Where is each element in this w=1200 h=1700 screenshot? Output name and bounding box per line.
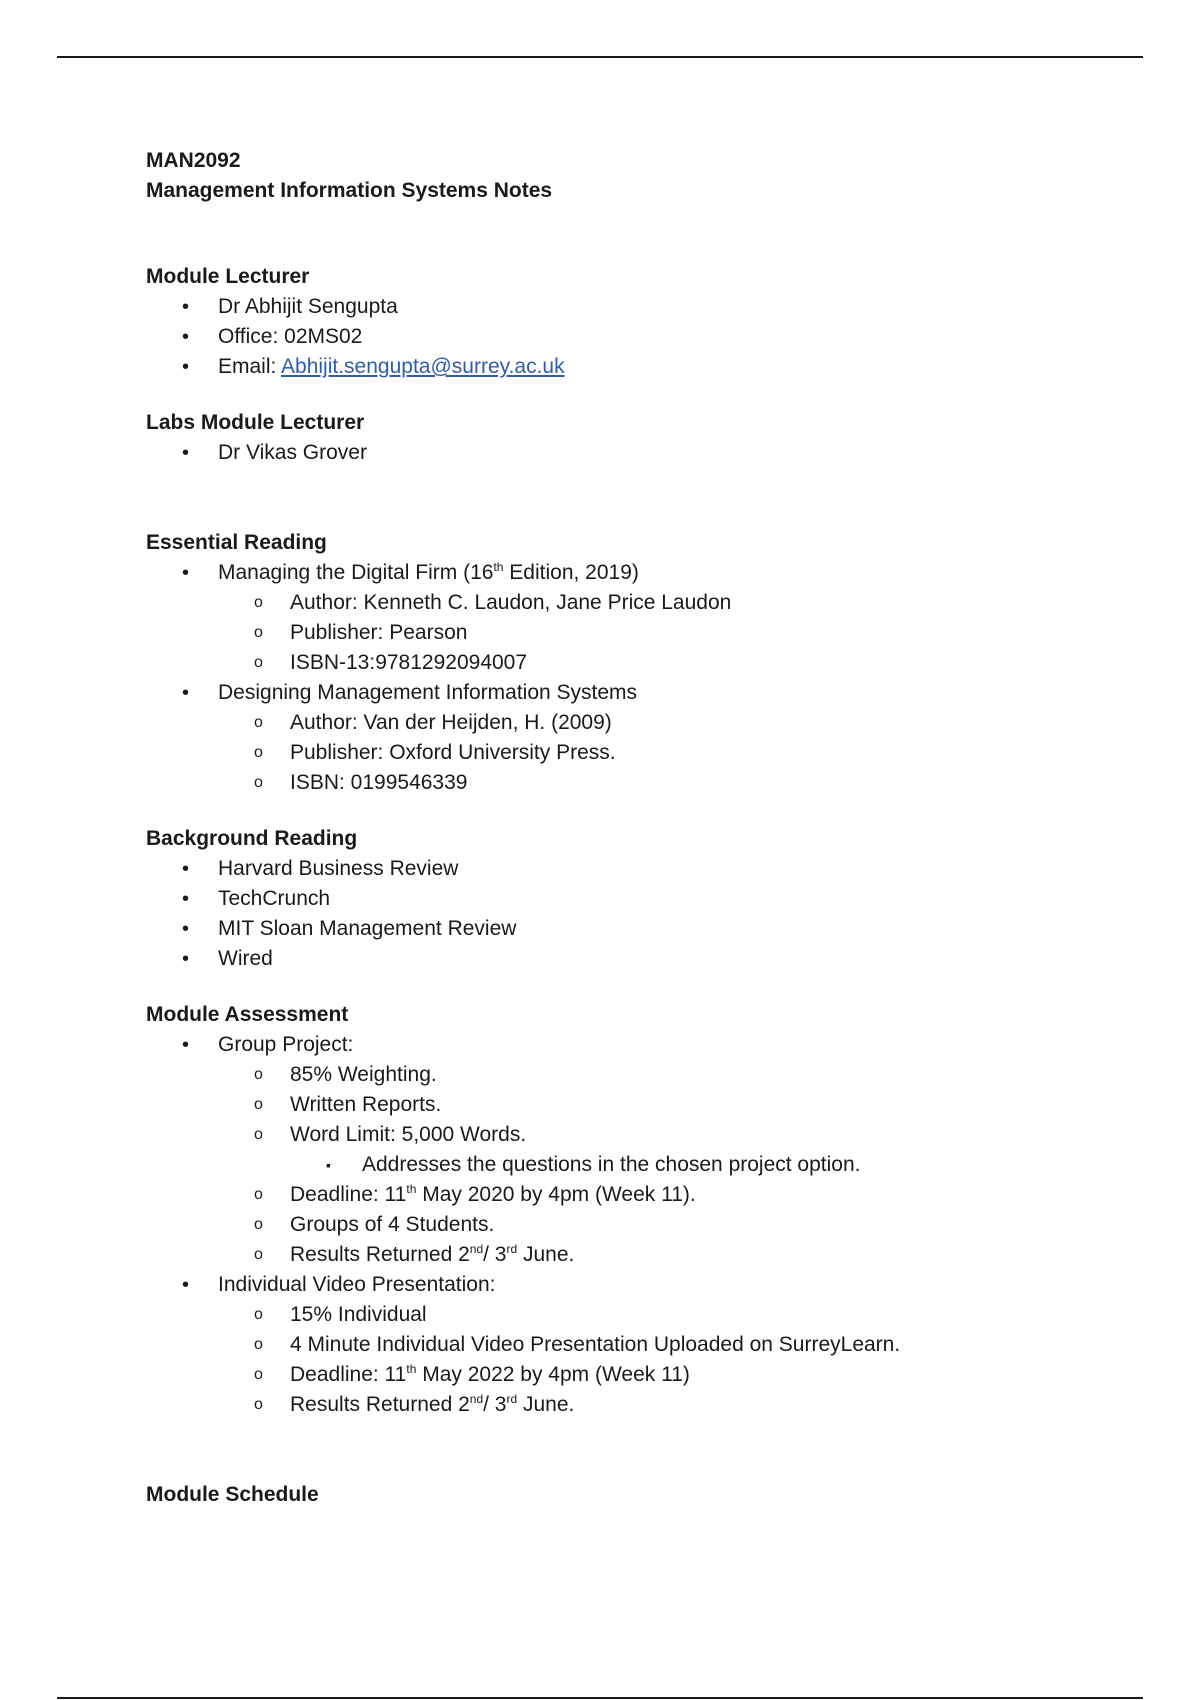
- book1-author: o Author: Kenneth C. Laudon, Jane Price Laudon: [218, 588, 1146, 618]
- group-word-limit: [218, 1120, 1146, 1180]
- group-deadline: [218, 1180, 1146, 1210]
- book-item: [146, 678, 1146, 798]
- group-size: o Groups of 4 Students.: [218, 1210, 1146, 1240]
- book1-title: Managing the Digital Firm (16: [218, 561, 494, 584]
- results-text-mid: / 3: [483, 1243, 507, 1266]
- lecturer-email-item: [146, 352, 1146, 382]
- results-sup: nd: [469, 1242, 484, 1256]
- results-sup: rd: [506, 1242, 518, 1256]
- book1-title-sup: th: [493, 560, 504, 574]
- lecturer-name: • Dr Abhijit Sengupta: [146, 292, 1146, 322]
- course-code: MAN2092: [146, 149, 241, 172]
- book1-isbn: o ISBN-13:9781292094007: [218, 648, 1146, 678]
- list-item: • Harvard Business Review: [146, 854, 1146, 884]
- list-item: • TechCrunch: [146, 884, 1146, 914]
- course-title: Management Information Systems Notes: [146, 179, 553, 202]
- email-label: Email:: [218, 355, 282, 378]
- results-sup: rd: [506, 1392, 518, 1406]
- results-text-post: June.: [517, 1243, 575, 1266]
- labs-lecturer-name: • Dr Vikas Grover: [146, 438, 1146, 468]
- book-item: [146, 558, 1146, 678]
- video-upload: o 4 Minute Individual Video Presentation Uploaded on SurreyLearn.: [218, 1330, 1146, 1360]
- deadline-sup: th: [406, 1182, 417, 1196]
- video-weighting: o 15% Individual: [218, 1300, 1146, 1330]
- deadline-text: Deadline: 11: [290, 1363, 407, 1386]
- lecturer-office: • Office: 02MS02: [146, 322, 1146, 352]
- results-sup: nd: [469, 1392, 484, 1406]
- video-presentation-item: [146, 1270, 1146, 1420]
- top-rule: [57, 56, 1143, 58]
- video-title: Individual Video Presentation:: [218, 1273, 496, 1296]
- group-project-title: Group Project:: [218, 1033, 354, 1056]
- group-addresses: ▪ Addresses the questions in the chosen project option.: [290, 1150, 1146, 1180]
- results-text: Results Returned 2: [290, 1243, 470, 1266]
- module-lecturer-list: [146, 292, 1146, 382]
- schedule-heading: Module Schedule: [146, 1483, 319, 1506]
- essential-reading-list: [146, 558, 1146, 798]
- group-reports: o Written Reports.: [218, 1090, 1146, 1120]
- background-reading-list: [146, 854, 1146, 974]
- module-lecturer-heading: Module Lecturer: [146, 265, 310, 288]
- essential-reading-heading: Essential Reading: [146, 531, 327, 554]
- deadline-sup: th: [406, 1362, 417, 1376]
- background-reading-heading: Background Reading: [146, 827, 358, 850]
- document-body: [146, 146, 1146, 1510]
- list-item: • MIT Sloan Management Review: [146, 914, 1146, 944]
- book1-title-post: Edition, 2019): [503, 561, 639, 584]
- group-project-item: [146, 1030, 1146, 1270]
- labs-lecturer-list: [146, 438, 1146, 468]
- bottom-rule: [57, 1697, 1143, 1699]
- group-weighting: o 85% Weighting.: [218, 1060, 1146, 1090]
- book2-isbn: o ISBN: 0199546339: [218, 768, 1146, 798]
- deadline-text-post: May 2022 by 4pm (Week 11): [416, 1363, 690, 1386]
- video-results: [218, 1390, 1146, 1420]
- results-text: Results Returned 2: [290, 1393, 470, 1416]
- results-text-post: June.: [517, 1393, 575, 1416]
- word-limit-text: Word Limit: 5,000 Words.: [290, 1123, 527, 1146]
- book2-author: o Author: Van der Heijden, H. (2009): [218, 708, 1146, 738]
- email-link[interactable]: Abhijit.sengupta@surrey.ac.uk: [281, 355, 565, 378]
- group-results: [218, 1240, 1146, 1270]
- book2-title: Designing Management Information Systems: [218, 681, 638, 704]
- deadline-text: Deadline: 11: [290, 1183, 407, 1206]
- deadline-text-post: May 2020 by 4pm (Week 11).: [416, 1183, 696, 1206]
- list-item: • Wired: [146, 944, 1146, 974]
- video-deadline: [218, 1360, 1146, 1390]
- assessment-heading: Module Assessment: [146, 1003, 349, 1026]
- assessment-list: [146, 1030, 1146, 1420]
- book1-publisher: o Publisher: Pearson: [218, 618, 1146, 648]
- book2-publisher: o Publisher: Oxford University Press.: [218, 738, 1146, 768]
- labs-lecturer-heading: Labs Module Lecturer: [146, 411, 365, 434]
- results-text-mid: / 3: [483, 1393, 507, 1416]
